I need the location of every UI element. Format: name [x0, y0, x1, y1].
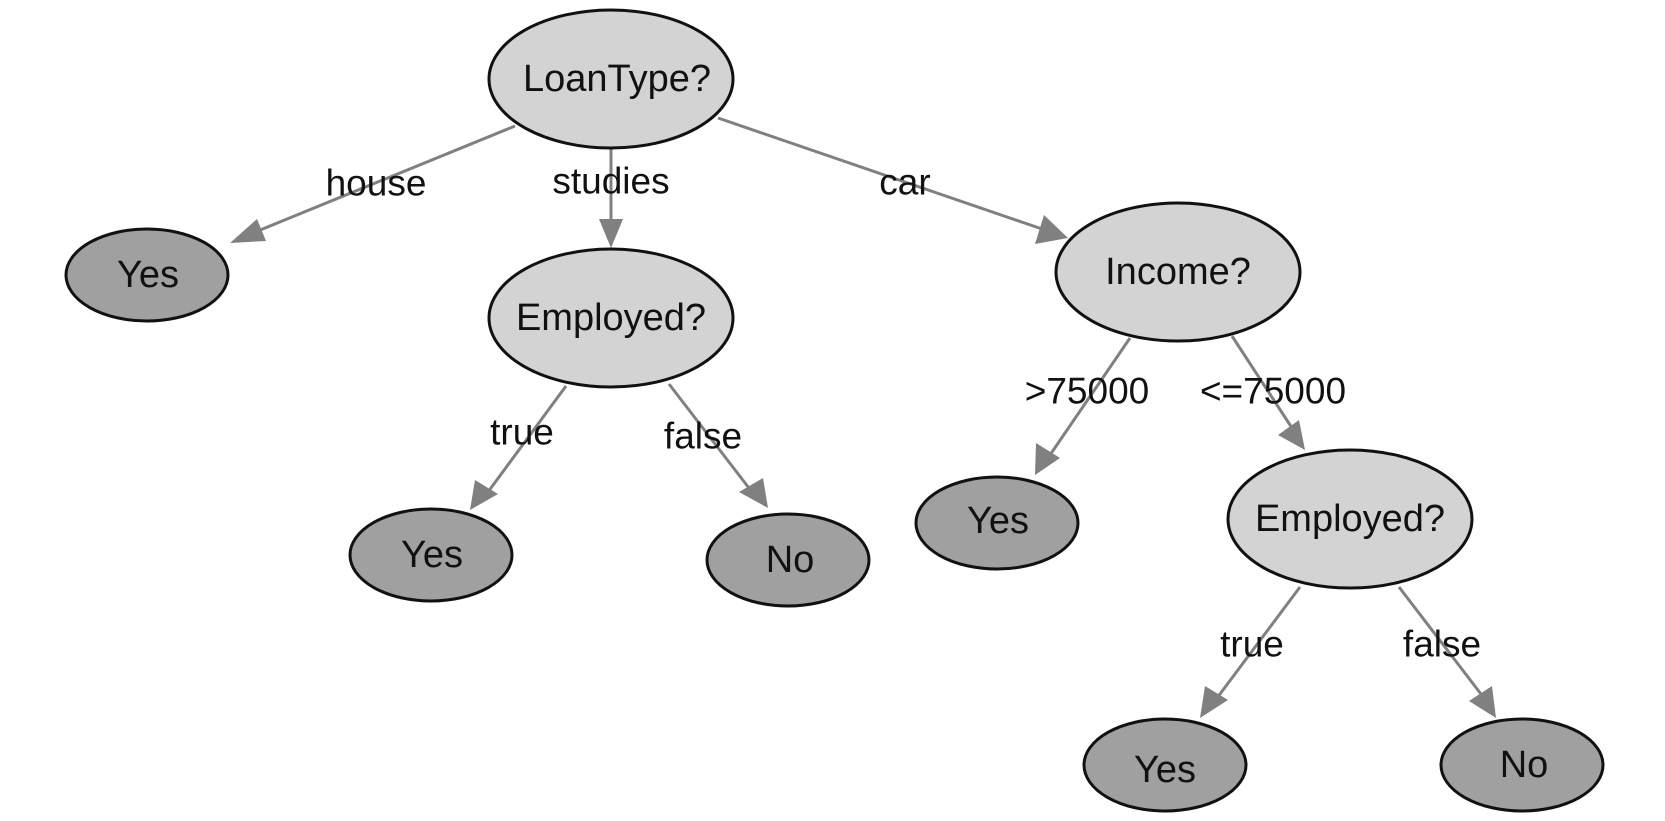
node-employed-car — [1228, 450, 1472, 588]
edge-label-car: car — [879, 161, 931, 203]
node-label-employed-studies: Employed? — [515, 297, 707, 339]
node-label-employed-car: Employed? — [1254, 498, 1446, 540]
node-leaf-studies-true-yes — [350, 509, 512, 601]
node-leaf-car-true-yes — [1084, 719, 1246, 811]
node-label-leaf-car-false-no: No — [1499, 744, 1549, 786]
node-label-leaf-house-yes: Yes — [117, 254, 179, 296]
node-leaf-studies-false-no — [707, 514, 869, 606]
edge-label-studies: studies — [552, 160, 670, 202]
edge-label-studies-true: true — [490, 411, 554, 453]
node-leaf-car-false-no — [1441, 719, 1603, 811]
node-leaf-income-high-yes — [916, 477, 1078, 569]
node-label-leaf-income-high-yes: Yes — [967, 500, 1029, 542]
node-employed-studies — [489, 249, 733, 387]
node-leaf-house-yes — [66, 229, 228, 321]
edge-label-car-false: false — [1402, 623, 1482, 665]
node-label-loantype: LoanType? — [522, 58, 712, 100]
node-label-leaf-studies-false-no: No — [765, 539, 815, 581]
node-label-leaf-studies-true-yes: Yes — [401, 534, 463, 576]
node-label-income: Income? — [1105, 251, 1251, 293]
node-income — [1056, 203, 1300, 341]
edge-label-income-low: <=75000 — [1199, 370, 1347, 412]
edge-label-income-high: >75000 — [1024, 370, 1150, 412]
edge-label-car-true: true — [1220, 623, 1284, 665]
node-label-leaf-car-true-yes: Yes — [1134, 749, 1196, 791]
edge-label-house: house — [325, 162, 427, 204]
node-loantype — [489, 10, 733, 148]
edge-label-studies-false: false — [663, 415, 743, 457]
